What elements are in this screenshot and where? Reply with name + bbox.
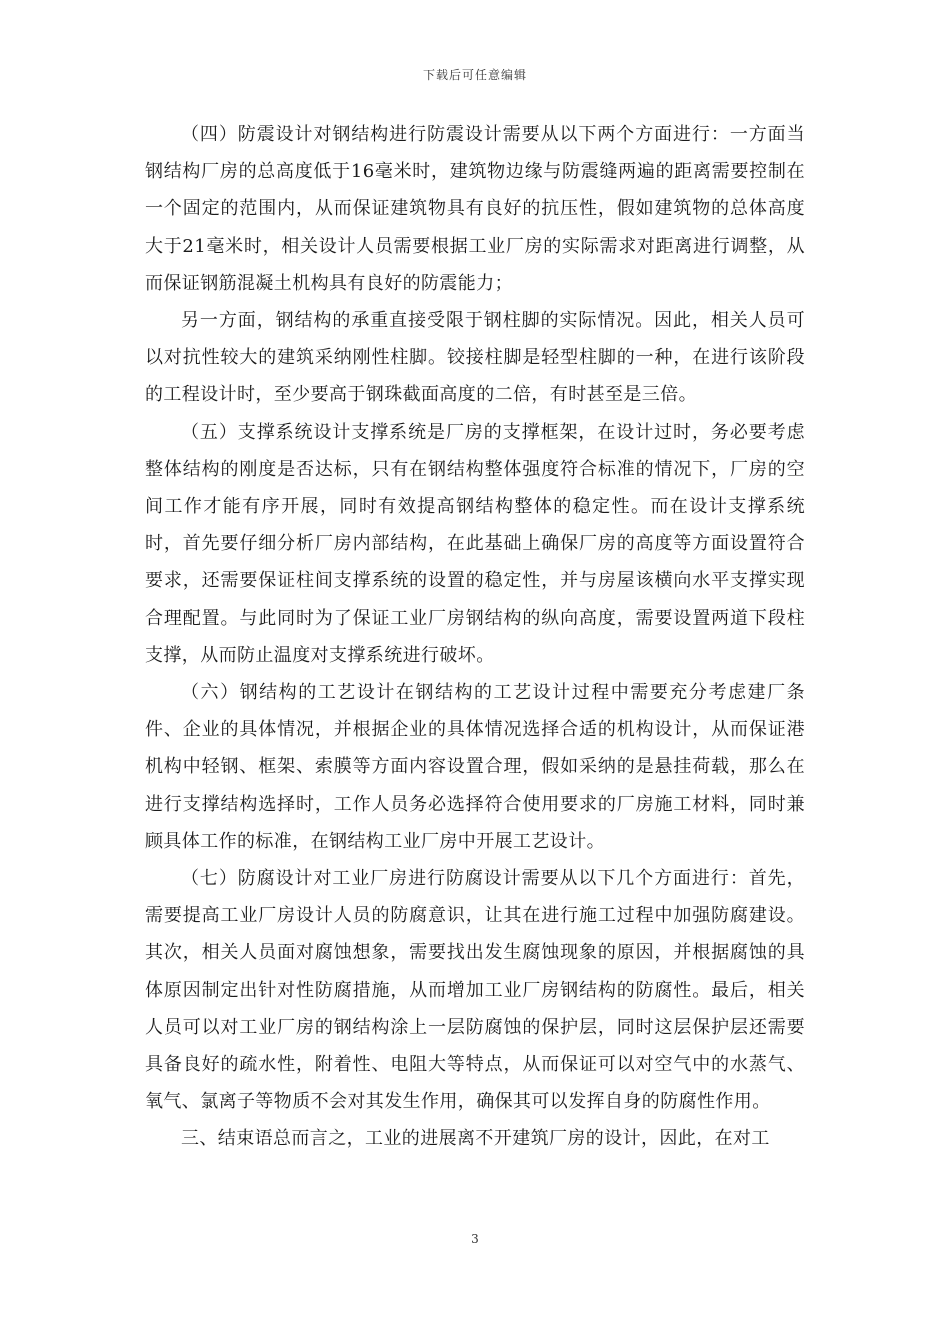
page-header: 下载后可任意编辑 <box>422 68 527 82</box>
page-number: 3 <box>471 1232 479 1246</box>
paragraph-anticorrosion-design: （七）防腐设计对工业厂房进行防腐设计需要从以下几个方面进行：首先，需要提高工业厂房设计人员的防腐意识，让其在进行施工过程中加强防腐建设。其次，相关人员面对腐蚀想象，需要找出发生腐蚀现象的原因，并根据腐蚀的具体原因制定出针对性防腐措施，从而增加工业厂房钢结构的防腐性。最后，相关人员可以对工业厂房的钢结构涂上一层防腐蚀的保护层，同时这层保护层还需要具备良好的疏水性，附着性、电阻大等特点，从而保证可以对空气中的水蒸气、氧气、氯离子等物质不会对其发生作用，确保其可以发挥自身的防腐性作用。 <box>145 868 805 1113</box>
paragraph-conclusion: 三、结束语总而言之，工业的进展离不开建筑厂房的设计，因此，在对工 <box>181 1128 770 1150</box>
paragraph-process-design: （六）钢结构的工艺设计在钢结构的工艺设计过程中需要充分考虑建厂条件、企业的具体情况，并根据企业的具体情况选择合适的机构设计，从而保证港机构中轻钢、框架、索膜等方面内容设置合理，假如采纳的是悬挂荷载，那么在进行支撑结构选择时，工作人员务必选择符合使用要求的厂房施工材料，同时兼顾具体工作的标准，在钢结构工业厂房中开展工艺设计。 <box>145 682 805 852</box>
paragraph-support-system: （五）支撑系统设计支撑系统是厂房的支撑框架，在设计过时，务必要考虑整体结构的刚度是否达标，只有在钢结构整体强度符合标准的情况下，厂房的空间工作才能有序开展，同时有效提高钢结构整体的稳定性。而在设计支撑系统时，首先要仔细分析厂房内部结构，在此基础上确保厂房的高度等方面设置符合要求，还需要保证柱间支撑系统的设置的稳定性，并与房屋该横向水平支撑实现合理配置。与此同时为了保证工业厂房钢结构的纵向高度，需要设置两道下段柱支撑，从而防止温度对支撑系统进行破坏。 <box>145 421 805 666</box>
paragraph-column-base: 另一方面，钢结构的承重直接受限于钢柱脚的实际情况。因此，相关人员可以对抗性较大的建筑采纳刚性柱脚。铰接柱脚是轻型柱脚的一种，在进行该阶段的工程设计时，至少要高于钢珠截面高度的二倍，有时甚至是三倍。 <box>145 310 805 406</box>
paragraph-seismic-design: （四）防震设计对钢结构进行防震设计需要从以下两个方面进行：一方面当钢结构厂房的总高度低于16毫米时，建筑物边缘与防震缝两遍的距离需要控制在一个固定的范围内，从而保证建筑物具有良好的抗压性，假如建筑物的总体高度大于21毫米时，相关设计人员需要根据工业厂房的实际需求对距离进行调整，从而保证钢筋混凝土机构具有良好的防震能力； <box>145 124 805 294</box>
document-body <box>145 116 805 1158</box>
